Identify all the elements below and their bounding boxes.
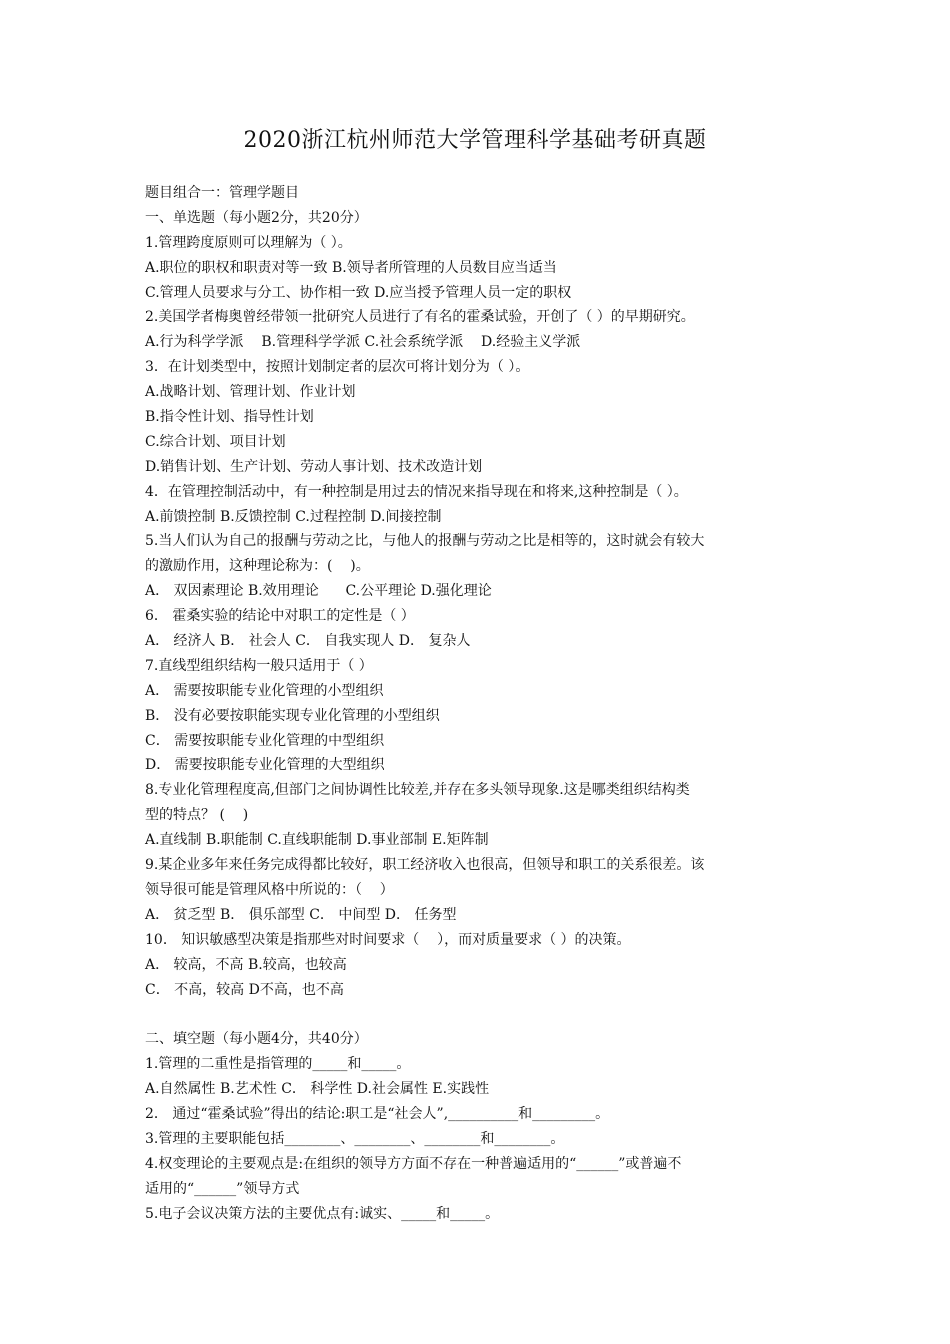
text-line: 1.管理跨度原则可以理解为（ ）。 (145, 234, 352, 251)
text-line: 6． 霍桑实验的结论中对职工的定性是（ ） (145, 608, 415, 625)
text-line: 一、单选题（每小题2分，共20分） (145, 209, 368, 226)
text-line: 2.美国学者梅奥曾经带领一批研究人员进行了有名的霍桑试验，开创了（ ）的早期研究。 (145, 309, 695, 326)
text-line: A． 双因素理论 B.效用理论 C.公平理论 D.强化理论 (145, 583, 492, 600)
text-line: 8.专业化管理程度高,但部门之间协调性比较差,并存在多头领导现象.这是哪类组织结构类 (145, 782, 690, 799)
page-title: 2020浙江杭州师范大学管理科学基础考研真题 (243, 128, 707, 153)
text-line: A.行为科学学派 B.管理科学学派 C.社会系统学派 D.经验主义学派 (145, 334, 581, 351)
text-line: B． 没有必要按职能实现专业化管理的小型组织 (145, 707, 440, 724)
text-line: 适用的“______”领导方式 (145, 1180, 300, 1197)
text-line: B.指令性计划、指导性计划 (145, 409, 314, 426)
text-line: 3.管理的主要职能包括________、________、________和________。 (145, 1130, 565, 1147)
text-line: C.管理人员要求与分工、协作相一致 D.应当授予管理人员一定的职权 (145, 284, 572, 301)
text-line: 型的特点？ ( ) (145, 807, 249, 824)
section-single-choice (145, 181, 810, 1002)
text-line: 的激励作用，这种理论称为：( )。 (145, 558, 370, 575)
text-line: C． 不高，较高 D不高，也不高 (145, 981, 344, 998)
text-line: 4．在管理控制活动中，有一种控制是用过去的情况来指导现在和将来,这种控制是（ ）。 (145, 483, 688, 500)
text-line: C． 需要按职能专业化管理的中型组织 (145, 732, 385, 749)
text-line: A． 贫乏型 B． 俱乐部型 C． 中间型 D． 任务型 (145, 906, 457, 923)
text-line: 5.当人们认为自己的报酬与劳动之比，与他人的报酬与劳动之比是相等的，这时就会有较大 (145, 533, 705, 550)
text-line: 二、填空题（每小题4分，共40分） (145, 1031, 368, 1048)
text-line: 5.电子会议决策方法的主要优点有:诚实、_____和_____。 (145, 1205, 500, 1222)
text-line: 2． 通过“霍桑试验”得出的结论:职工是“社会人”,__________和_________。 (145, 1105, 610, 1122)
text-line: 9.某企业多年来任务完成得都比较好，职工经济收入也很高，但领导和职工的关系很差。该 (145, 857, 705, 874)
text-line: A． 需要按职能专业化管理的小型组织 (145, 682, 384, 699)
text-line: A.战略计划、管理计划、作业计划 (145, 384, 356, 401)
document-body (145, 181, 810, 1226)
text-line: 3．在计划类型中，按照计划制定者的层次可将计划分为（ ）。 (145, 359, 530, 376)
text-line: 题目组合一：管理学题目 (145, 185, 299, 201)
section-fill-in-blank (145, 1027, 810, 1226)
text-line: 领导很可能是管理风格中所说的：（ ） (145, 881, 394, 898)
text-line: D． 需要按职能专业化管理的大型组织 (145, 757, 385, 774)
text-line: A． 较高，不高 B.较高，也较高 (145, 956, 347, 973)
text-line: A.直线制 B.职能制 C.直线职能制 D.事业部制 E.矩阵制 (145, 832, 489, 849)
text-line: 4.权变理论的主要观点是:在组织的领导方方面不存在一种普遍适用的“______”或普遍不 (145, 1155, 682, 1172)
text-line: 1.管理的二重性是指管理的_____和_____。 (145, 1056, 411, 1073)
text-line: C.综合计划、项目计划 (145, 433, 286, 450)
text-line: D.销售计划、生产计划、劳动人事计划、技术改造计划 (145, 458, 483, 475)
text-line: A.自然属性 B.艺术性 C． 科学性 D.社会属性 E.实践性 (145, 1081, 490, 1098)
section-gap (145, 1002, 810, 1027)
text-line: 10． 知识敏感型决策是指那些对时间要求（ ），而对质量要求（ ）的决策。 (145, 931, 631, 948)
text-line: A． 经济人 B． 社会人 C． 自我实现人 D． 复杂人 (145, 633, 471, 650)
text-line: 7.直线型组织结构一般只适用于（ ） (145, 657, 373, 674)
text-line: A.前馈控制 B.反馈控制 C.过程控制 D.间接控制 (145, 508, 442, 525)
text-line: A.职位的职权和职责对等一致 B.领导者所管理的人员数目应当适当 (145, 259, 557, 276)
